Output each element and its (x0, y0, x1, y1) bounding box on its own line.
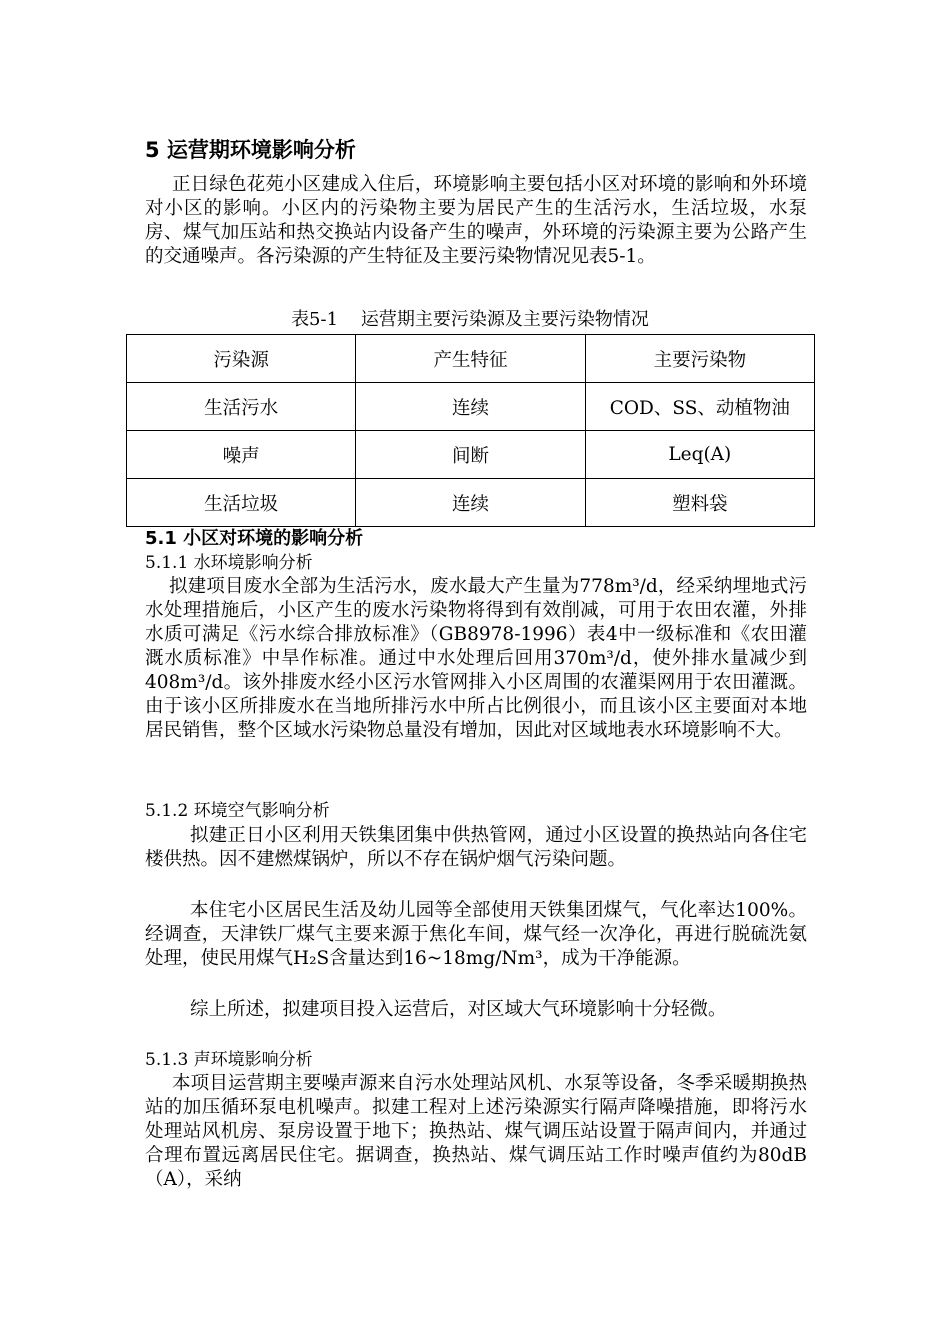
table-cell: 连续 (356, 479, 585, 527)
table-header-cell: 污染源 (127, 335, 356, 383)
table-header-row (127, 335, 815, 383)
air-impact-paragraph-1: 拟建正日小区利用天铁集团集中供热管网，通过小区设置的换热站向各住宅楼供热。因不建燃煤锅炉，所以不存在锅炉烟气污染问题。 (145, 825, 807, 870)
air-impact-paragraph-2: 本住宅小区居民生活及幼儿园等全部使用天铁集团煤气，气化率达100%。经调查，天津铁厂煤气主要来源于焦化车间，煤气经一次净化，再进行脱硫洗氨处理，使民用煤气H₂S含量达到16~18mg/Nm³，成为干净能源。 (145, 900, 807, 969)
table-caption: 表5-1 运营期主要污染源及主要污染物情况 (291, 309, 649, 330)
table-cell: 生活污水 (127, 383, 356, 431)
subsection-heading-5-1-2: 5.1.2 环境空气影响分析 (145, 801, 330, 821)
table-cell: Leq(A) (585, 431, 814, 479)
table-cell: COD、SS、动植物油 (585, 383, 814, 431)
table-cell: 噪声 (127, 431, 356, 479)
table-cell: 连续 (356, 383, 585, 431)
subsection-heading-5-1-3: 5.1.3 声环境影响分析 (145, 1050, 313, 1070)
noise-impact-paragraph: 本项目运营期主要噪声源来自污水处理站风机、水泵等设备，冬季采暖期换热站的加压循环泵电机噪声。拟建工程对上述污染源实行隔声降噪措施，即将污水处理站风机房、泵房设置于地下；换热站、煤气调压站设置于隔声间内，并通过合理布置远离居民住宅。据调查，换热站、煤气调压站工作时噪声值约为80dB（A），采纳 (145, 1073, 807, 1190)
table-cell: 间断 (356, 431, 585, 479)
chapter-title: 5 运营期环境影响分析 (145, 138, 356, 162)
subsection-heading-5-1-1: 5.1.1 水环境影响分析 (145, 553, 313, 573)
table-header-cell: 产生特征 (356, 335, 585, 383)
table-cell: 塑料袋 (585, 479, 814, 527)
table-row (127, 383, 815, 431)
section-heading-5-1: 5.1 小区对环境的影响分析 (145, 528, 364, 549)
water-impact-paragraph: 拟建项目废水全部为生活污水，废水最大产生量为778m³/d，经采纳埋地式污水处理措施后，小区产生的废水污染物将得到有效削减，可用于农田农灌，外排水质可满足《污水综合排放标准》（GB8978-1996）表4中一级标准和《农田灌溉水质标准》中旱作标准。通过中水处理后回用370m³/d，使外排水量减少到408m³/d。该外排废水经小区污水管网排入小区周围的农灌渠网用于农田灌溉。由于该小区所排废水在当地所排污水中所占比例很小，而且该小区主要面对本地居民销售，整个区域水污染物总量没有增加，因此对区域地表水环境影响不大。 (145, 576, 807, 741)
air-impact-paragraph-3: 综上所述，拟建项目投入运营后，对区域大气环境影响十分轻微。 (190, 999, 727, 1020)
table-row (127, 479, 815, 527)
pollution-source-table (126, 334, 815, 527)
intro-paragraph: 正日绿色花苑小区建成入住后，环境影响主要包括小区对环境的影响和外环境对小区的影响。小区内的污染物主要为居民产生的生活污水，生活垃圾，水泵房、煤气加压站和热交换站内设备产生的噪声，外环境的污染源主要为公路产生的交通噪声。各污染源的产生特征及主要污染物情况见表5-1。 (145, 174, 807, 267)
table-row (127, 431, 815, 479)
table-header-cell: 主要污染物 (585, 335, 814, 383)
table-cell: 生活垃圾 (127, 479, 356, 527)
